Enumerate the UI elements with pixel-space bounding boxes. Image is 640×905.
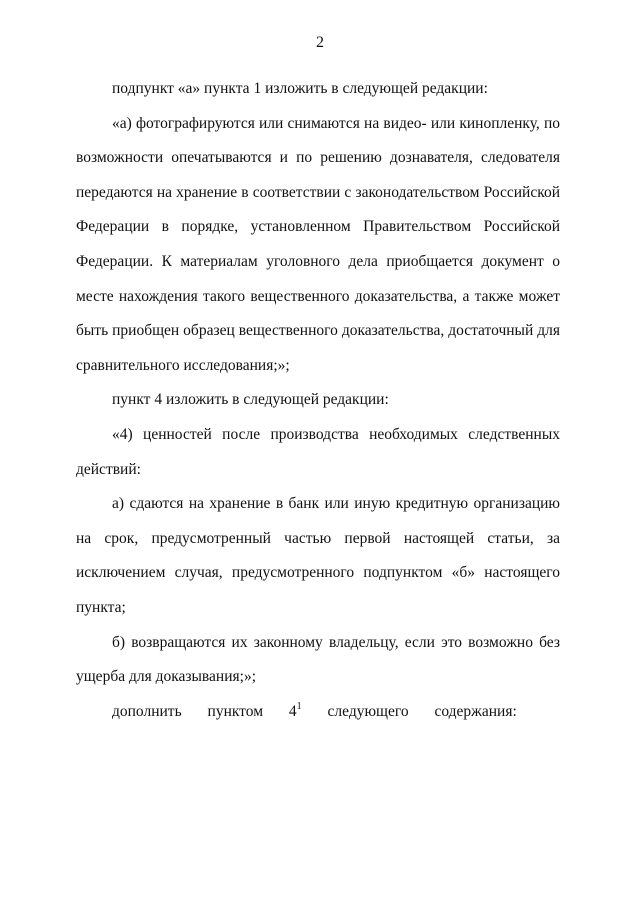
paragraph-subpoint-a-intro: подпункт «а» пункта 1 изложить в следующей редакции:	[112, 80, 488, 97]
add-point-text-before: дополнить пунктом 4	[112, 702, 297, 720]
paragraph-point-4-intro: пункт 4 изложить в следующей редакции:	[112, 391, 389, 409]
paragraph-point-4-b: б) возвращаются их законному владельцу, если это возможно без ущерба для доказывания;»;	[76, 633, 560, 686]
document-body	[76, 72, 560, 729]
paragraph-point-4-text: «4) ценностей после производства необходимых следственных действий:	[76, 425, 560, 478]
point-superscript: 1	[296, 700, 302, 712]
paragraph-point-4-a: а) сдаются на хранение в банк или иную кредитную организацию на срок, предусмотренный частью первой настоящей статьи, за исключением случая, предусмотренного подпунктом «б» настоящего пункта;	[76, 495, 560, 616]
add-point-text-after: следующего содержания:	[301, 702, 517, 720]
paragraph-subpoint-a-text: «а) фотографируются или снимаются на видео- или кинопленку, по возможности опечатываются и по решению дознавателя, следователя передаются на хранение в соответствии с законодательством Российской Федерации в порядке, установленном Правительством Российской Федерации. К материалам уголовного дела приобщается документ о месте нахождения такого вещественного доказательства, а также может быть приобщен образец вещественного доказательства, достаточный для сравнительного исследования;»;	[76, 114, 560, 374]
paragraph-add-point-4-1	[76, 695, 560, 730]
page-number: 2	[316, 34, 324, 51]
